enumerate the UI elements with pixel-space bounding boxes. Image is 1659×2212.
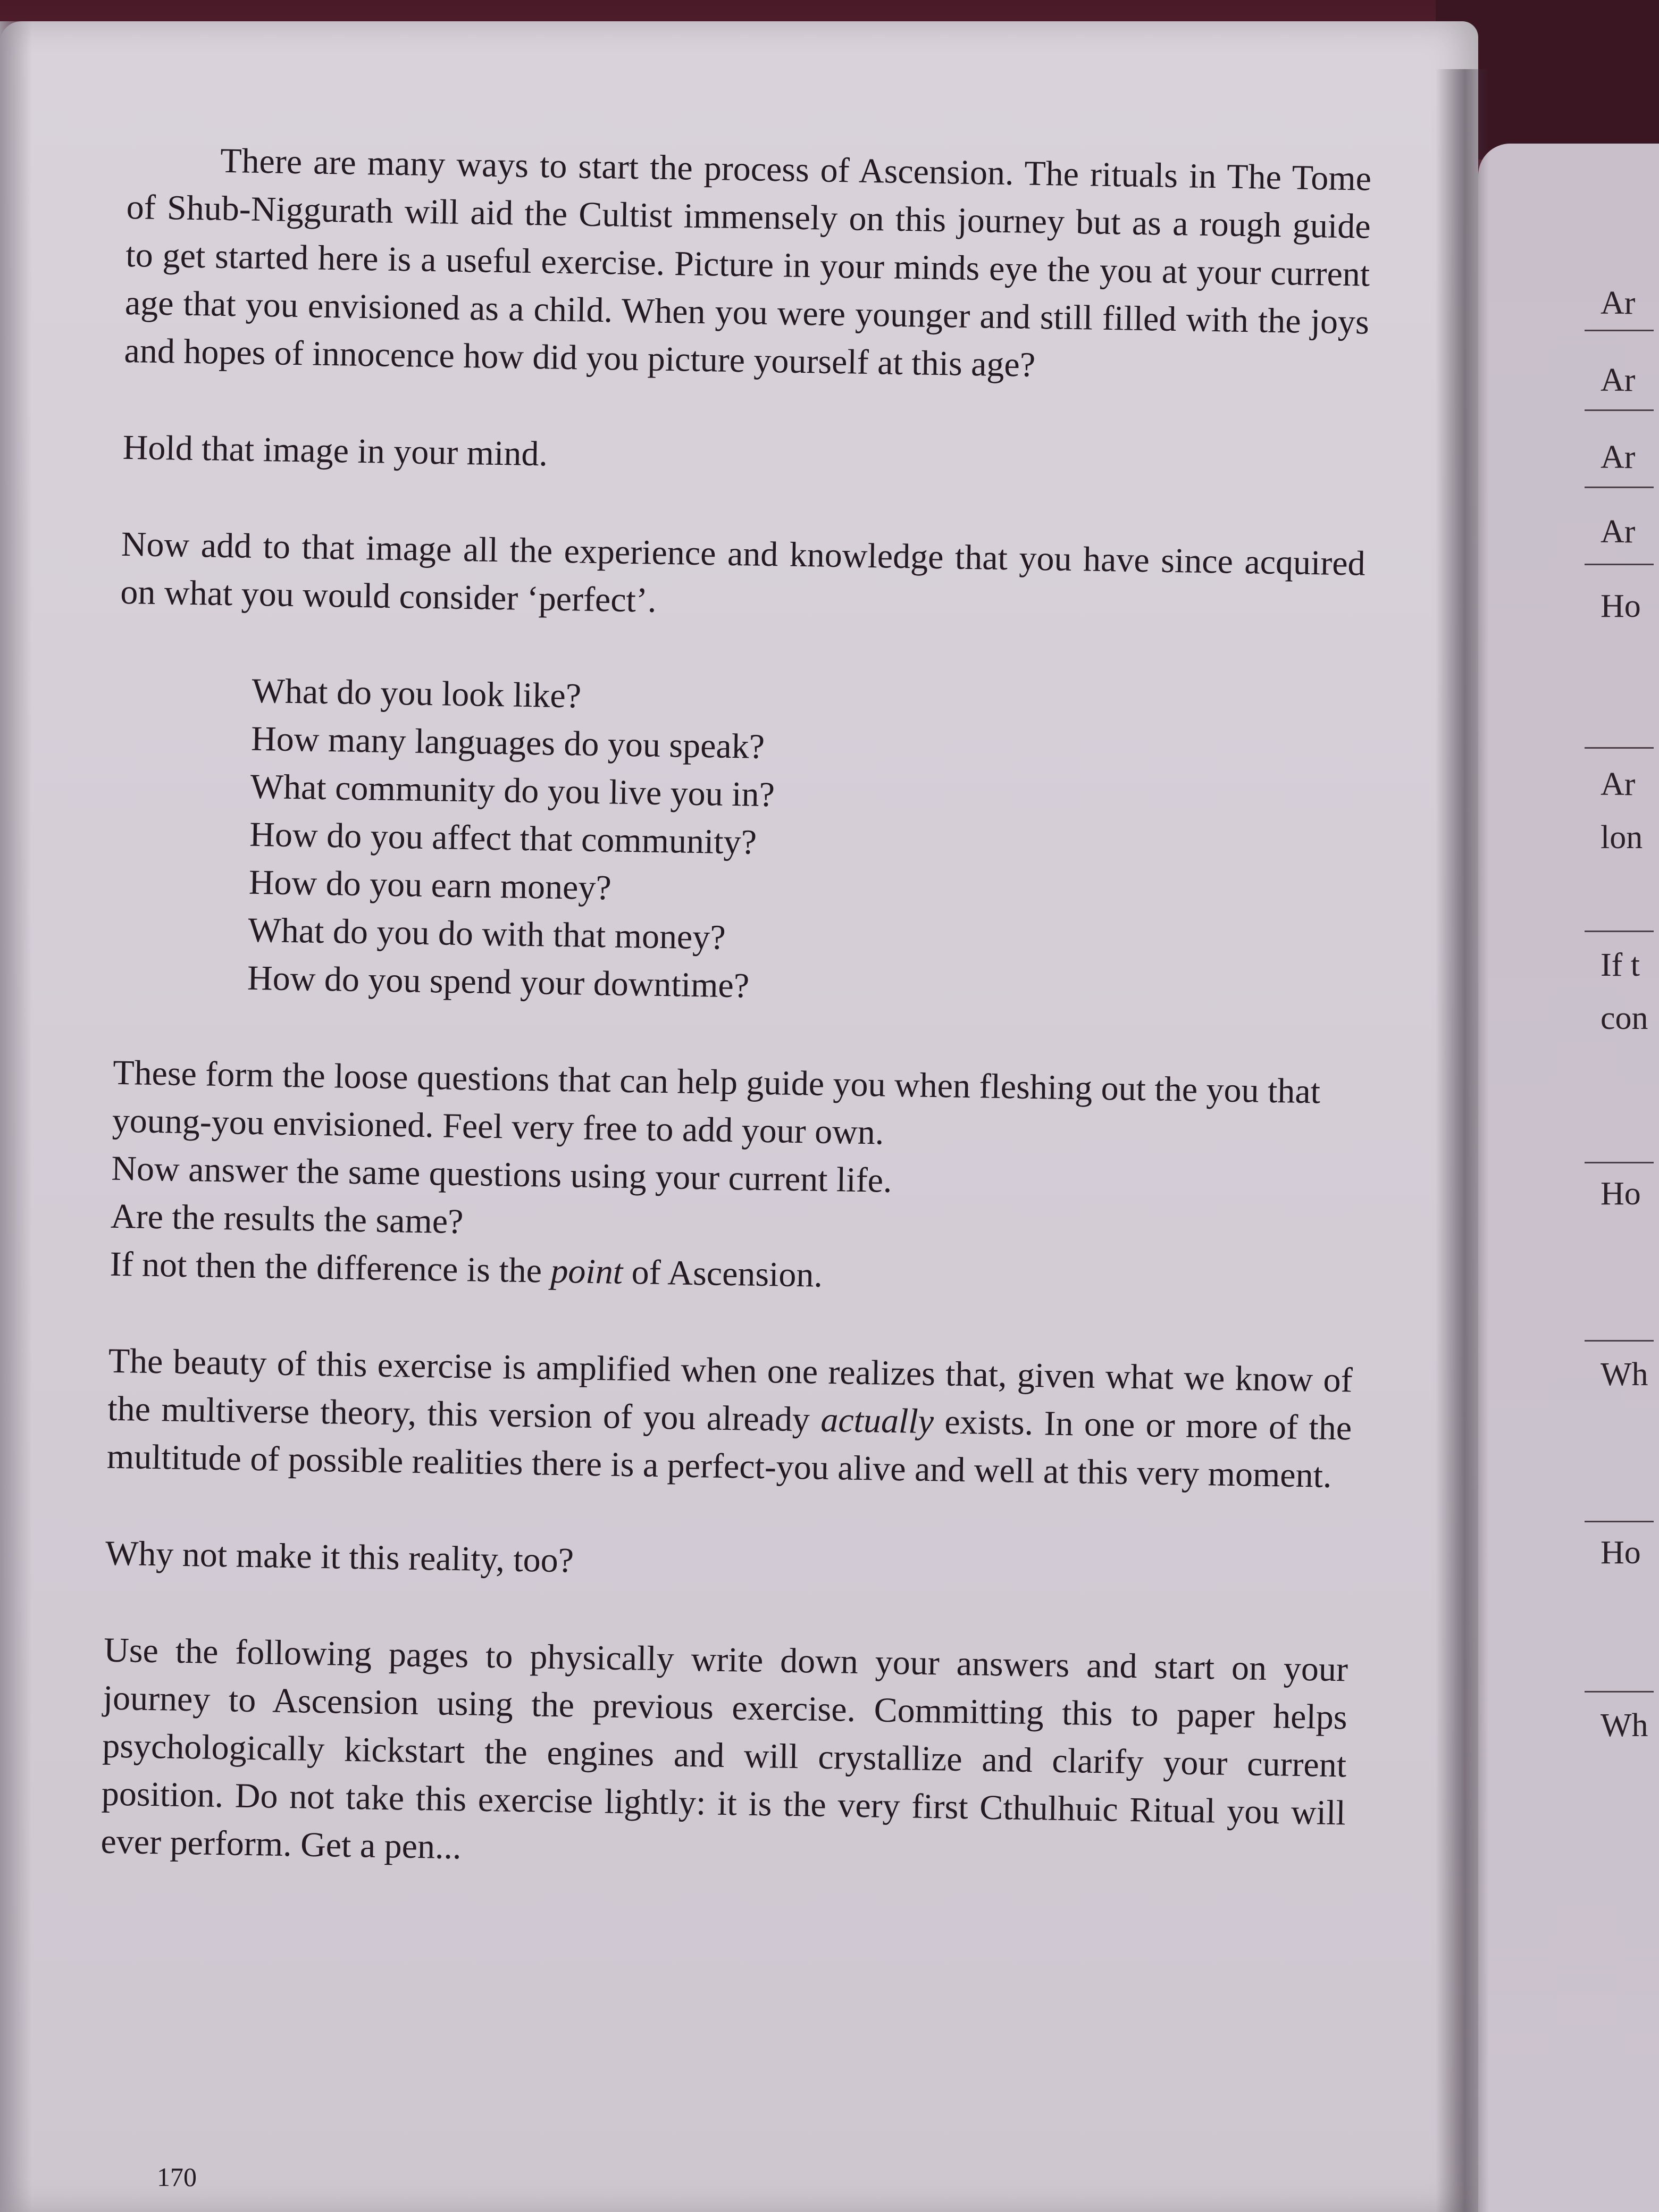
- question-item: What do you look like?: [252, 671, 582, 716]
- right-text-fragment: Ar: [1601, 514, 1636, 550]
- question-item: How do you earn money?: [248, 862, 612, 908]
- right-text-fragment: Ar: [1601, 362, 1636, 398]
- right-text-fragment: Wh: [1601, 1356, 1648, 1393]
- answer-rule: [1585, 487, 1654, 488]
- paragraph-multiverse: [106, 1337, 1353, 1501]
- question-item: What do you do with that money?: [247, 910, 726, 957]
- right-text-fragment: lon: [1601, 819, 1643, 856]
- left-page-edge: [0, 21, 32, 2212]
- question-item: What community do you live you in?: [250, 767, 775, 815]
- text-line: Are the results the same?: [110, 1196, 464, 1242]
- right-text-fragment: con: [1601, 1000, 1648, 1036]
- answer-rule: [1585, 1162, 1654, 1163]
- page-number: 170: [157, 2162, 197, 2192]
- answer-rule: [1585, 1521, 1654, 1522]
- right-text-fragment: Ho: [1601, 1535, 1641, 1571]
- question-item: How do you affect that community?: [249, 815, 757, 862]
- paragraph-intro: There are many ways to start the process of Ascension. The rituals in The Tome of Shub-Niggurath will aid the Cultist immensely on this journey but as a rough guide to get started here is a useful exercise. Picture in your minds eye the you at your current age that you envisioned as a child. When you were younger and still filled with the joys and hopes of innocence how did you picture yourself at this age?: [124, 141, 1372, 384]
- text-fragment: The beauty of this exercise is amplified when one realizes that, given what we know of the multiverse theory, this version of you already: [107, 1341, 1353, 1439]
- right-text-fragment: Wh: [1601, 1707, 1648, 1744]
- answer-rule: [1585, 330, 1654, 331]
- answer-rule: [1585, 409, 1654, 411]
- left-page-text: [100, 136, 1372, 1885]
- answer-rule: [1585, 564, 1654, 565]
- answer-rule: [1585, 1340, 1654, 1342]
- text-fragment: of Ascension.: [622, 1252, 823, 1295]
- paragraph-loose-questions: [110, 1049, 1358, 1308]
- text-fragment: If not then the difference is the: [110, 1244, 551, 1291]
- paragraph-why-not: Why not make it this reality, too?: [105, 1534, 574, 1580]
- text-line: These form the loose questions that can help guide you when fleshing out the you that young-you envisioned. Feel very free to add your own.: [112, 1053, 1321, 1152]
- question-item: How many languages do you speak?: [250, 719, 765, 766]
- right-text-fragment: Ho: [1601, 588, 1641, 624]
- paragraph-following-pages: Use the following pages to physically write down your answers and start on your journey to Ascension using the previous exercise. Committing this to paper helps psychologically kickstart the engines and will crystallize and clarify your current position. Do not take this exercise lightly: it is the very first Cthulhuic Ritual you will ever perform. Get a pen...: [100, 1630, 1348, 1867]
- text-fragment: exists. In one or more of the multitude of possible realities there is a perfect-you alive and well at this very moment.: [106, 1402, 1352, 1495]
- answer-rule: [1585, 931, 1654, 932]
- question-list: [114, 665, 1363, 1020]
- paragraph-add-experience: Now add to that image all the experience and knowledge that you have since acquired on what you would consider ‘perfect’.: [120, 524, 1366, 620]
- question-item: How do you spend your downtime?: [247, 958, 750, 1006]
- paragraph-hold-image: Hold that image in your mind.: [122, 428, 548, 474]
- book-gutter: [1436, 69, 1489, 2212]
- answer-rule: [1585, 747, 1654, 749]
- answer-rule: [1585, 1691, 1654, 1692]
- right-text-fragment: If t: [1601, 947, 1640, 983]
- italic-point: point: [550, 1251, 623, 1292]
- right-text-fragment: Ar: [1601, 439, 1636, 475]
- text-line: Now answer the same questions using your current life.: [111, 1149, 893, 1200]
- right-text-fragment: Ar: [1601, 285, 1636, 321]
- italic-actually: actually: [820, 1400, 934, 1442]
- right-text-fragment: Ar: [1601, 766, 1636, 802]
- right-text-fragment: Ho: [1601, 1176, 1641, 1212]
